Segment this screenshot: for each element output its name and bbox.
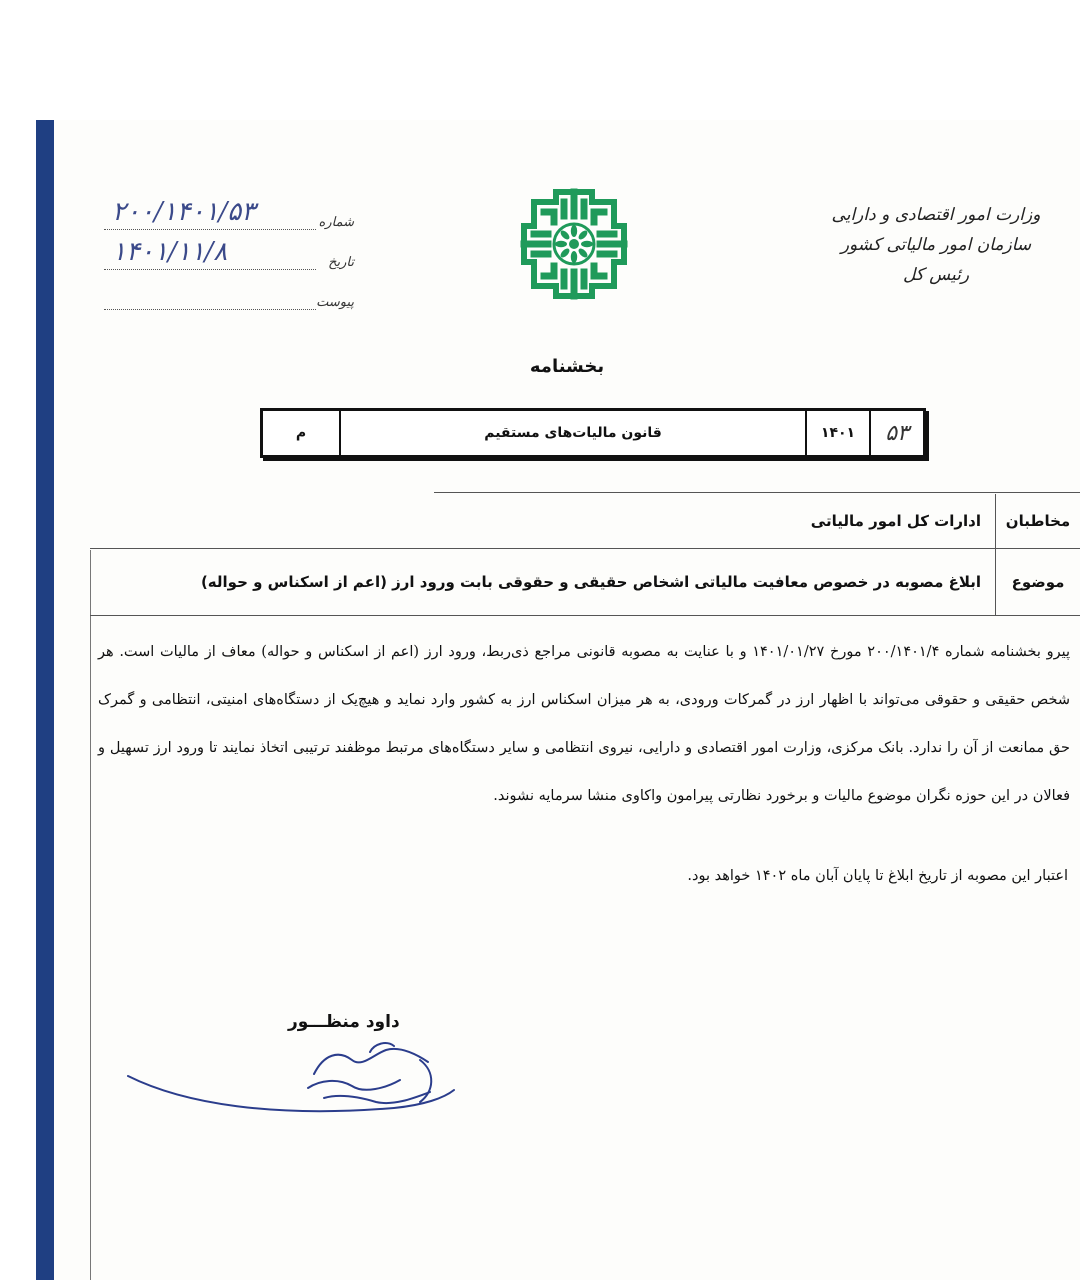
validity-note: اعتبار این مصوبه از تاریخ ابلاغ تا پایان آبان ماه ۱۴۰۲ خواهد بود. (687, 868, 1068, 884)
addressees-row (90, 494, 1080, 549)
info-table (90, 494, 1080, 616)
date-label: تاریخ (328, 255, 354, 270)
ministry-header (826, 200, 1046, 290)
subject-row (90, 549, 1080, 616)
addressees-value: ادارات کل امور مالیاتی (810, 512, 981, 530)
organization-name: سازمان امور مالیاتی کشور (840, 235, 1032, 255)
circular-year: ۱۴۰۱ (805, 411, 869, 455)
letter-meta (104, 190, 354, 310)
body-paragraph: پیرو بخشنامه شماره ۲۰۰/۱۴۰۱/۴ مورخ ۱۴۰۱/۰۱/۲۷ و با عنایت به مصوبه قانونی مراجع ذی‌ربط، ورود ارز (اعم از اسکناس و حواله) معاف از مالیات است. هر شخص حقیقی و حقوقی می‌تواند با اظهار ارز در گمرکات ورودی، به هر میزان اسکناس ارز به کشور وارد نماید و هیچ‌یک از دستگاه‌های امنیتی، انتظامی و گمرک حق ممانعت از آن را ندارد. بانک مرکزی، وزارت امور اقتصادی و دارایی، نیروی انتظامی و سایر دستگاه‌های مرتبط موظفند ترتیبی اتخاذ نمایند تا ورود ارز تسهیل و فعالان در این حوزه نگران موضوع مالیات و برخورد نظارتی پیرامون واکاوی منشا سرمایه نشوند. (98, 644, 1070, 804)
head-title: رئیس کل (902, 265, 970, 285)
ministry-name: وزارت امور اقتصادی و دارایی (831, 205, 1041, 225)
law-name: قانون مالیات‌های مستقیم (339, 411, 805, 455)
attachment-row (104, 270, 354, 310)
letter-sheet (54, 120, 1080, 1280)
date-value: ۱۴۰۱/۱۱/۸ (104, 235, 316, 270)
subject-label: موضوع (995, 549, 1080, 615)
document-type-title: بخشنامه (529, 356, 605, 377)
law-code: م (295, 425, 307, 441)
tax-organization-logo (518, 186, 630, 302)
attachment-value (104, 289, 316, 310)
addressees-label: مخاطبان (995, 494, 1080, 548)
attachment-label: پیوست (316, 295, 354, 310)
number-row (104, 190, 354, 230)
signer-name: داود منظـــور (288, 1012, 400, 1032)
subject-value: ابلاغ مصوبه در خصوص معافیت مالیاتی اشخاص حقیقی و حقوقی بابت ورود ارز (اعم از اسکناس و حواله) (200, 573, 981, 591)
table-top-rule (434, 492, 1080, 493)
margin-line (90, 550, 91, 1280)
signature (124, 1032, 464, 1122)
number-value: ۲۰۰/۱۴۰۱/۵۳ (104, 195, 316, 230)
circular-code-box (260, 408, 926, 458)
binder-edge (36, 120, 54, 1280)
top-margin (0, 0, 1080, 118)
number-label: شماره (318, 215, 354, 230)
circular-number: ۵۳ (869, 411, 923, 455)
letter-body (98, 628, 1070, 820)
date-row (104, 230, 354, 270)
